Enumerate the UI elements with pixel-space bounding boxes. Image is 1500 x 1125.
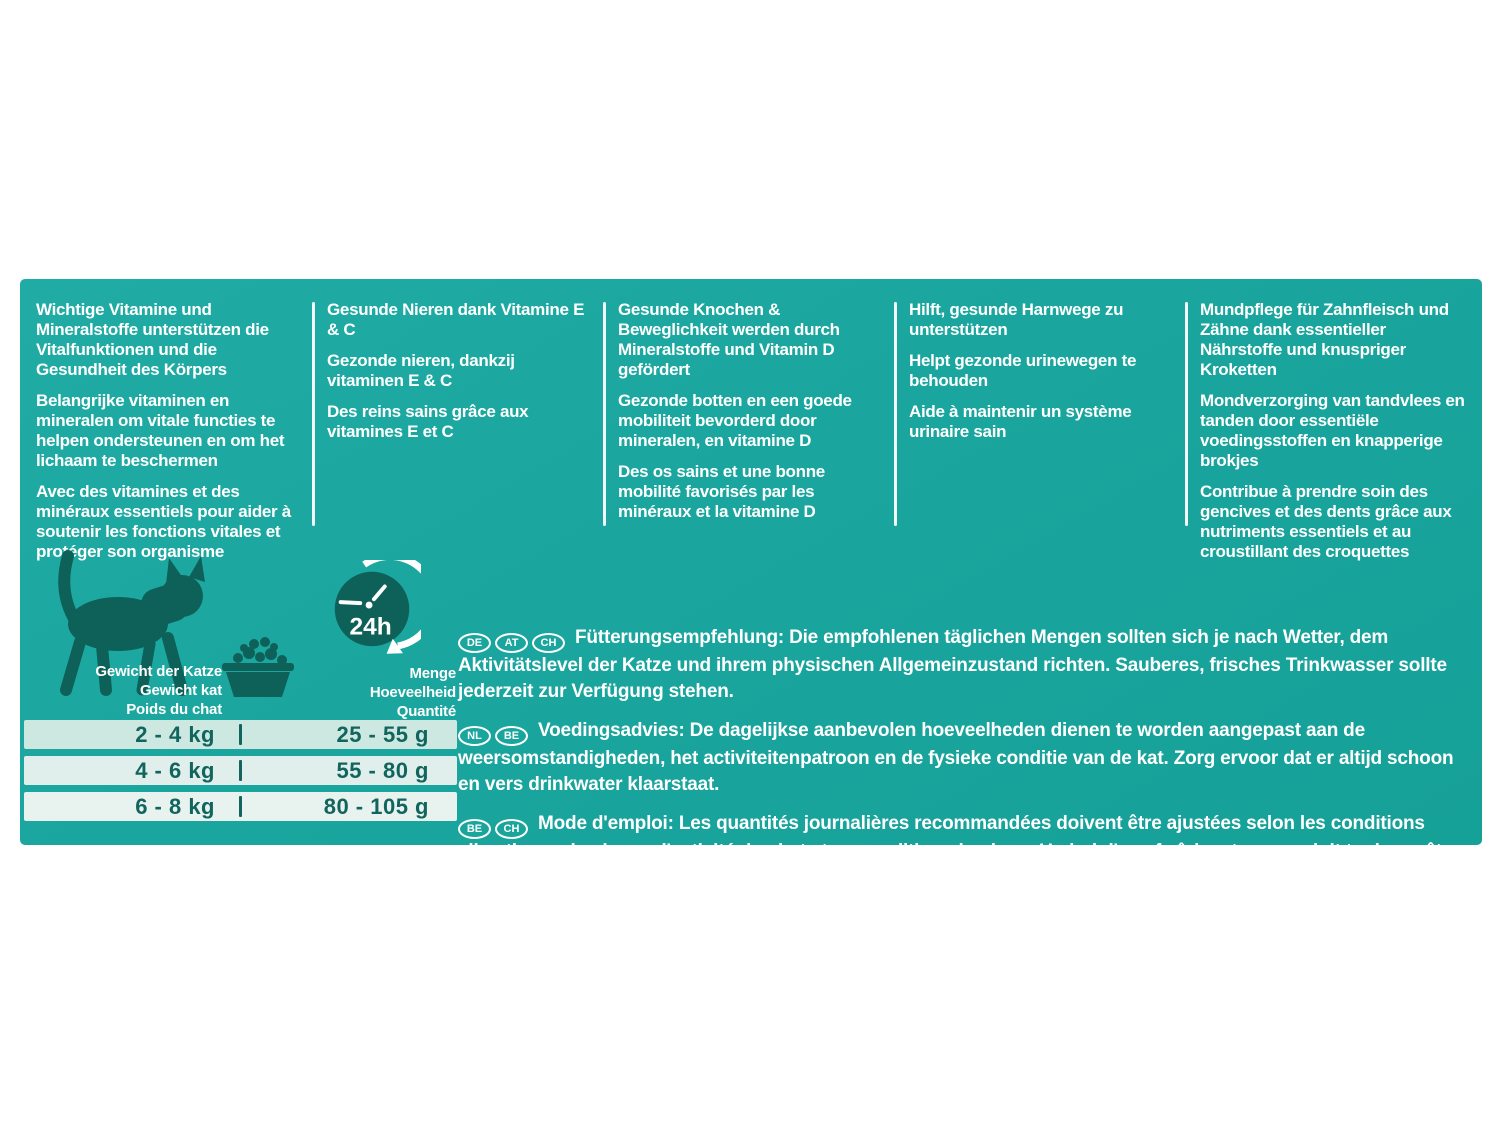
benefit-text-fr: Des os sains et une bonne mobilité favorisés par les minéraux et la vitamine D (618, 462, 825, 521)
benefit-text-fr: Avec des vitamines et des minéraux essentiels pour aider à soutenir les fonctions vitales et protéger son organisme (36, 482, 291, 561)
table-row (24, 792, 457, 821)
country-badge-be: BE (458, 819, 491, 839)
benefit-text-nl: Belangrijke vitaminen en mineralen om vitale functies te helpen ondersteunen en om het lichaam te beschermen (36, 391, 285, 470)
quantity-label-fr: Quantité (396, 703, 456, 720)
country-badges (458, 813, 532, 834)
benefits-columns (36, 300, 1466, 573)
food-bowl-icon (222, 637, 294, 697)
column-divider (1185, 302, 1188, 526)
benefit-column-kidneys (327, 300, 593, 453)
benefit-column-urinary (909, 300, 1175, 453)
country-badge-nl: NL (458, 726, 491, 746)
weight-cell: 4 - 6 kg (135, 758, 215, 783)
benefit-text-nl: Mondverzorging van tandvlees en tanden door essentiële voedingsstoffen en knapperige brokjes (1200, 391, 1465, 470)
benefit-text-fr: Aide à maintenir un système urinaire sain (909, 402, 1132, 441)
feeding-note-fr (458, 811, 1472, 891)
feeding-note-nl (458, 718, 1472, 798)
daily-amount-clock (323, 560, 421, 658)
column-divider (603, 302, 606, 526)
quantity-label-nl: Hoeveelheid (369, 684, 456, 701)
quantity-column-label (298, 664, 456, 721)
benefit-text-nl: Gezonde botten en een goede mobiliteit bevorderd door mineralen, en vitamine D (618, 391, 852, 450)
weight-cell: 2 - 4 kg (135, 722, 215, 747)
table-row (24, 720, 457, 749)
country-badges (458, 720, 532, 741)
benefit-column-bones (618, 300, 884, 533)
note-text: Mode d'emploi: Les quantités journalières recommandées doivent être ajustées selon les conditions climatiques, le niveau d'activité du chat et sa condition physique. Un bol d'eau fraîche et propre doit toujours être à sa disposition. (458, 813, 1460, 888)
benefit-text-de: Gesunde Knochen & Beweglichkeit werden durch Mineralstoffe und Vitamin D gefördert (618, 300, 840, 379)
country-badge-de: DE (458, 633, 491, 653)
note-text: Fütterungsempfehlung: Die empfohlenen täglichen Mengen sollten sich je nach Wetter, dem Aktivitätslevel der Katze und ihrem physischen Allgemeinzustand richten. Sauberes, frisches Trinkwasser sollte jederzeit zur Verfügung stehen. (458, 627, 1447, 702)
weight-label-fr: Poids du chat (126, 701, 222, 718)
benefit-text-de: Hilft, gesunde Harnwege zu unterstützen (909, 300, 1124, 339)
benefit-text-fr: Contribue à prendre soin des gencives et des dents grâce aux nutriments essentiels et au croustillant des croquettes (1200, 482, 1452, 561)
benefit-text-de: Gesunde Nieren dank Vitamine E & C (327, 300, 585, 339)
table-row (24, 756, 457, 785)
column-divider (894, 302, 897, 526)
country-badge-ch: CH (495, 819, 528, 839)
benefit-text-nl: Gezonde nieren, dankzij vitaminen E & C (327, 351, 515, 390)
weight-column-label (20, 662, 222, 719)
amount-cell: 80 - 105 g (323, 794, 429, 819)
note-text: Voedingsadvies: De dagelijkse aanbevolen hoeveelheden dienen te worden aangepast aan de weersomstandigheden, het activiteitenpatroon en de fysieke conditie van de kat. Zorg ervoor dat er altijd schoon en vers drinkwater klaarstaat. (458, 720, 1454, 795)
feeding-notes (458, 625, 1472, 904)
benefit-column-vitamins (36, 300, 302, 573)
weight-cell: 6 - 8 kg (135, 794, 215, 819)
weight-label-nl: Gewicht kat (140, 682, 222, 699)
benefit-text-fr: Des reins sains grâce aux vitamines E et C (327, 402, 529, 441)
clock-24h-label: 24h (349, 613, 392, 641)
feeding-table (24, 720, 457, 828)
benefit-column-oral-care (1200, 300, 1466, 573)
benefit-text-de: Wichtige Vitamine und Mineralstoffe unterstützen die Vitalfunktionen und die Gesundheit des Körpers (36, 300, 269, 379)
country-badge-be: BE (495, 726, 528, 746)
country-badge-ch: CH (532, 633, 565, 653)
weight-label-de: Gewicht der Katze (95, 663, 222, 680)
benefit-text-nl: Helpt gezonde urinewegen te behouden (909, 351, 1137, 390)
country-badges (458, 627, 569, 648)
column-divider (312, 302, 315, 526)
quantity-label-de: Menge (409, 665, 456, 682)
country-badge-at: AT (495, 633, 528, 653)
benefit-text-de: Mundpflege für Zahnfleisch und Zähne dank essentieller Nährstoffe und knuspriger Kroketten (1200, 300, 1449, 379)
amount-cell: 25 - 55 g (336, 722, 429, 747)
feeding-note-de (458, 625, 1472, 705)
24h-clock-icon (323, 560, 421, 658)
amount-cell: 55 - 80 g (336, 758, 429, 783)
info-panel (20, 279, 1482, 888)
